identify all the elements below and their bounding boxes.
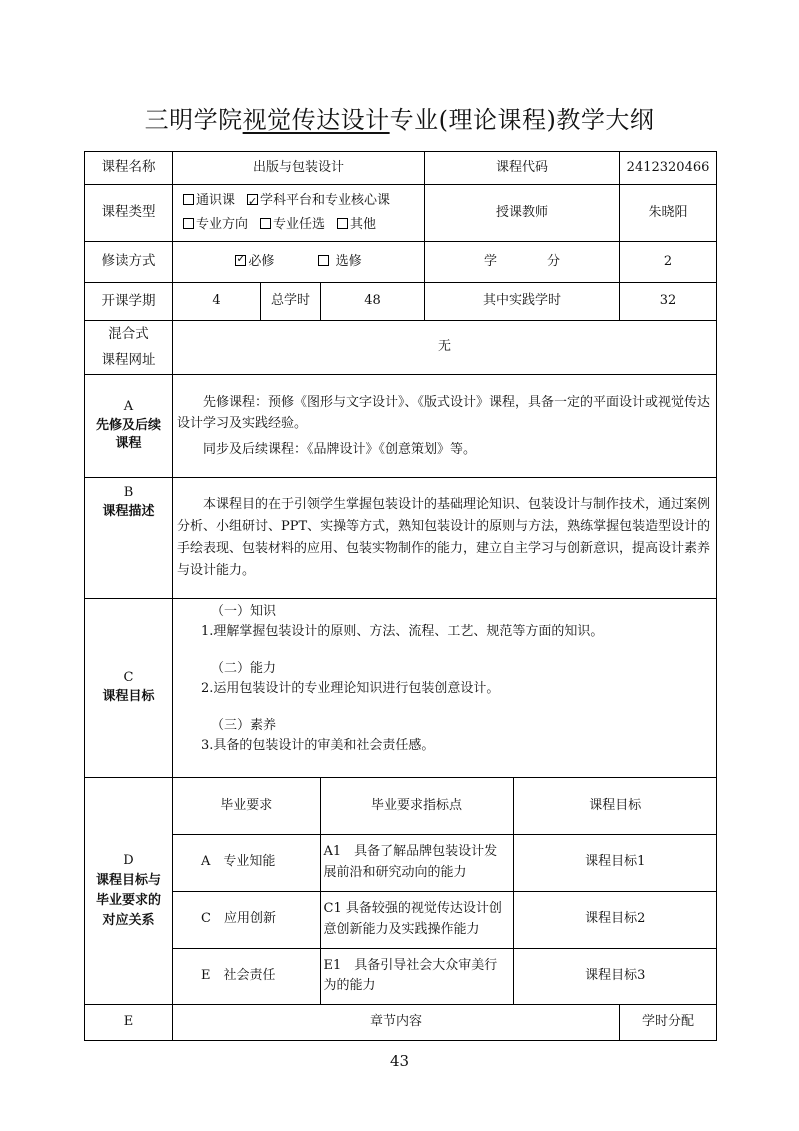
credit-label-a: 学 [484, 253, 498, 269]
goal-knowledge-head: （一）知识 [211, 604, 277, 619]
section-a-label-line1: 先修及后续 [95, 417, 161, 433]
checkbox-checked-icon [247, 194, 258, 205]
option-general[interactable] [183, 193, 235, 208]
section-d [85, 778, 717, 1005]
option-elective[interactable] [260, 217, 325, 232]
section-b-label-text: 课程描述 [102, 503, 155, 519]
checkbox-icon [183, 194, 194, 205]
requirement-cell: C 应用创新 [173, 891, 320, 948]
semester-value: 4 [173, 283, 261, 321]
credit-label-b: 分 [547, 253, 561, 269]
section-a [85, 375, 717, 478]
page-title [0, 100, 799, 135]
section-d-label-line1: 课程目标与 [95, 872, 161, 888]
section-d-label-line2: 毕业要求的 [95, 893, 161, 908]
blended-url-label [85, 321, 173, 375]
checkbox-checked-icon [235, 255, 246, 266]
page-number: 43 [389, 1052, 410, 1070]
option-optional[interactable] [318, 254, 361, 269]
section-c-label [85, 599, 173, 778]
teacher-value: 朱晓阳 [620, 185, 717, 242]
course-name-label: 课程名称 [85, 152, 173, 185]
section-b [85, 478, 717, 599]
goal-quality-text: 3.具备的包装设计的审美和社会责任感。 [201, 737, 435, 753]
goal-cell: 课程目标2 [513, 891, 717, 948]
goal-knowledge-text: 1.理解掌握包装设计的原则、方法、流程、工艺、规范等方面的知识。 [201, 623, 604, 639]
semester-label: 开课学期 [85, 283, 173, 321]
credit-label [425, 242, 620, 283]
header-indicator: 毕业要求指标点 [320, 778, 513, 834]
option-core-label: 学科平台和专业核心课 [260, 193, 391, 208]
prerequisite-text: 先修课程：预修《图形与文字设计》、《版式设计》课程，具备一定的平面设计或视觉传达设计学习及实践经验。 [177, 394, 711, 432]
section-b-letter: B [123, 485, 134, 500]
row-course-type [85, 185, 717, 242]
option-elective-label: 专业任选 [273, 217, 326, 232]
section-d-label-line3: 对应关系 [102, 913, 155, 929]
title-underlined: 视觉传达设计 [242, 106, 390, 134]
indicator-cell: E1 具备引导社会大众审美行为的能力 [320, 948, 513, 1004]
option-direction-label: 专业方向 [196, 217, 249, 232]
section-d-letter: D [123, 852, 134, 868]
option-required[interactable] [235, 254, 274, 269]
chapter-content-header: 章节内容 [173, 1005, 620, 1041]
goal-quality-head: （三）素养 [211, 718, 277, 733]
header-goal: 课程目标 [513, 778, 717, 834]
requirement-cell: E 社会责任 [173, 948, 320, 1004]
section-a-content [173, 375, 717, 478]
blended-label-line1: 混合式 [108, 325, 149, 342]
indicator-cell: A1 具备了解品牌包装设计发展前沿和研究动向的能力 [320, 834, 513, 891]
option-direction[interactable] [183, 217, 248, 232]
total-hours-value: 48 [321, 283, 425, 321]
section-c [85, 599, 717, 778]
course-type-options [173, 185, 425, 242]
table-row [173, 948, 717, 1004]
hours-allocation-header: 学时分配 [620, 1005, 717, 1041]
course-type-label: 课程类型 [85, 185, 173, 242]
option-core[interactable] [247, 193, 390, 208]
header-requirement: 毕业要求 [173, 778, 320, 834]
credit-value: 2 [620, 242, 717, 283]
row-semester [85, 283, 717, 321]
table-row [173, 891, 717, 948]
mapping-table-cell [173, 778, 717, 1005]
course-code-value: 2412320466 [620, 152, 717, 185]
title-prefix: 三明学院 [144, 106, 243, 134]
section-a-label [85, 375, 173, 478]
study-mode-options [173, 242, 425, 283]
mapping-table [173, 778, 717, 1004]
row-study-mode [85, 242, 717, 283]
section-d-label [85, 778, 173, 1005]
course-description-text: 本课程目的在于引领学生掌握包装设计的基础理论知识、包装设计与制作技术，通过案例分析、小组研讨、PPT、实操等方式，熟知包装设计的原则与方法，熟练掌握包装造型设计的手绘表现、包装材料的应用、包装实物制作的能力，建立自主学习与创新意识，提高设计素养与设计能力。 [177, 496, 711, 579]
blended-url-value: 无 [173, 321, 717, 375]
goal-cell: 课程目标1 [513, 834, 717, 891]
followup-text: 同步及后续课程：《品牌设计》《创意策划》等。 [203, 441, 477, 457]
option-other[interactable] [337, 217, 376, 232]
practice-hours-value: 32 [620, 283, 717, 321]
blended-label-line2: 课程网址 [101, 351, 156, 368]
option-optional-label: 选修 [335, 253, 362, 269]
section-e-letter: E [85, 1005, 173, 1041]
goal-ability-text: 2.运用包装设计的专业理论知识进行包装创意设计。 [201, 680, 500, 696]
mapping-header-row [173, 778, 717, 834]
section-a-label-line2: 课程 [115, 436, 142, 452]
indicator-cell: C1 具备较强的视觉传达设计创意创新能力及实践操作能力 [320, 891, 513, 948]
total-hours-label: 总学时 [261, 283, 321, 321]
section-e [85, 1005, 717, 1041]
row-course-name [85, 152, 717, 185]
table-row [173, 834, 717, 891]
section-b-content [173, 478, 717, 599]
section-b-label [85, 478, 173, 599]
option-required-label: 必修 [248, 253, 275, 269]
syllabus-table [84, 151, 717, 1041]
row-blended-url [85, 321, 717, 375]
section-a-letter: A [123, 398, 134, 414]
checkbox-icon [183, 218, 194, 229]
teacher-label: 授课教师 [425, 185, 620, 242]
course-name-value: 出版与包装设计 [173, 152, 425, 185]
checkbox-icon [337, 218, 348, 229]
option-general-label: 通识课 [196, 193, 236, 208]
goal-cell: 课程目标3 [513, 948, 717, 1004]
title-suffix: 专业(理论课程)教学大纲 [389, 106, 655, 134]
requirement-cell: A 专业知能 [173, 834, 320, 891]
checkbox-icon [260, 218, 271, 229]
practice-hours-label: 其中实践学时 [425, 283, 620, 321]
course-code-label: 课程代码 [425, 152, 620, 185]
study-mode-label: 修读方式 [85, 242, 173, 283]
section-c-content [173, 599, 717, 778]
checkbox-icon [318, 255, 329, 266]
section-c-label-text: 课程目标 [102, 689, 155, 704]
goal-ability-head: （二）能力 [211, 661, 277, 676]
option-other-label: 其他 [350, 217, 377, 232]
section-c-letter: C [123, 670, 134, 686]
